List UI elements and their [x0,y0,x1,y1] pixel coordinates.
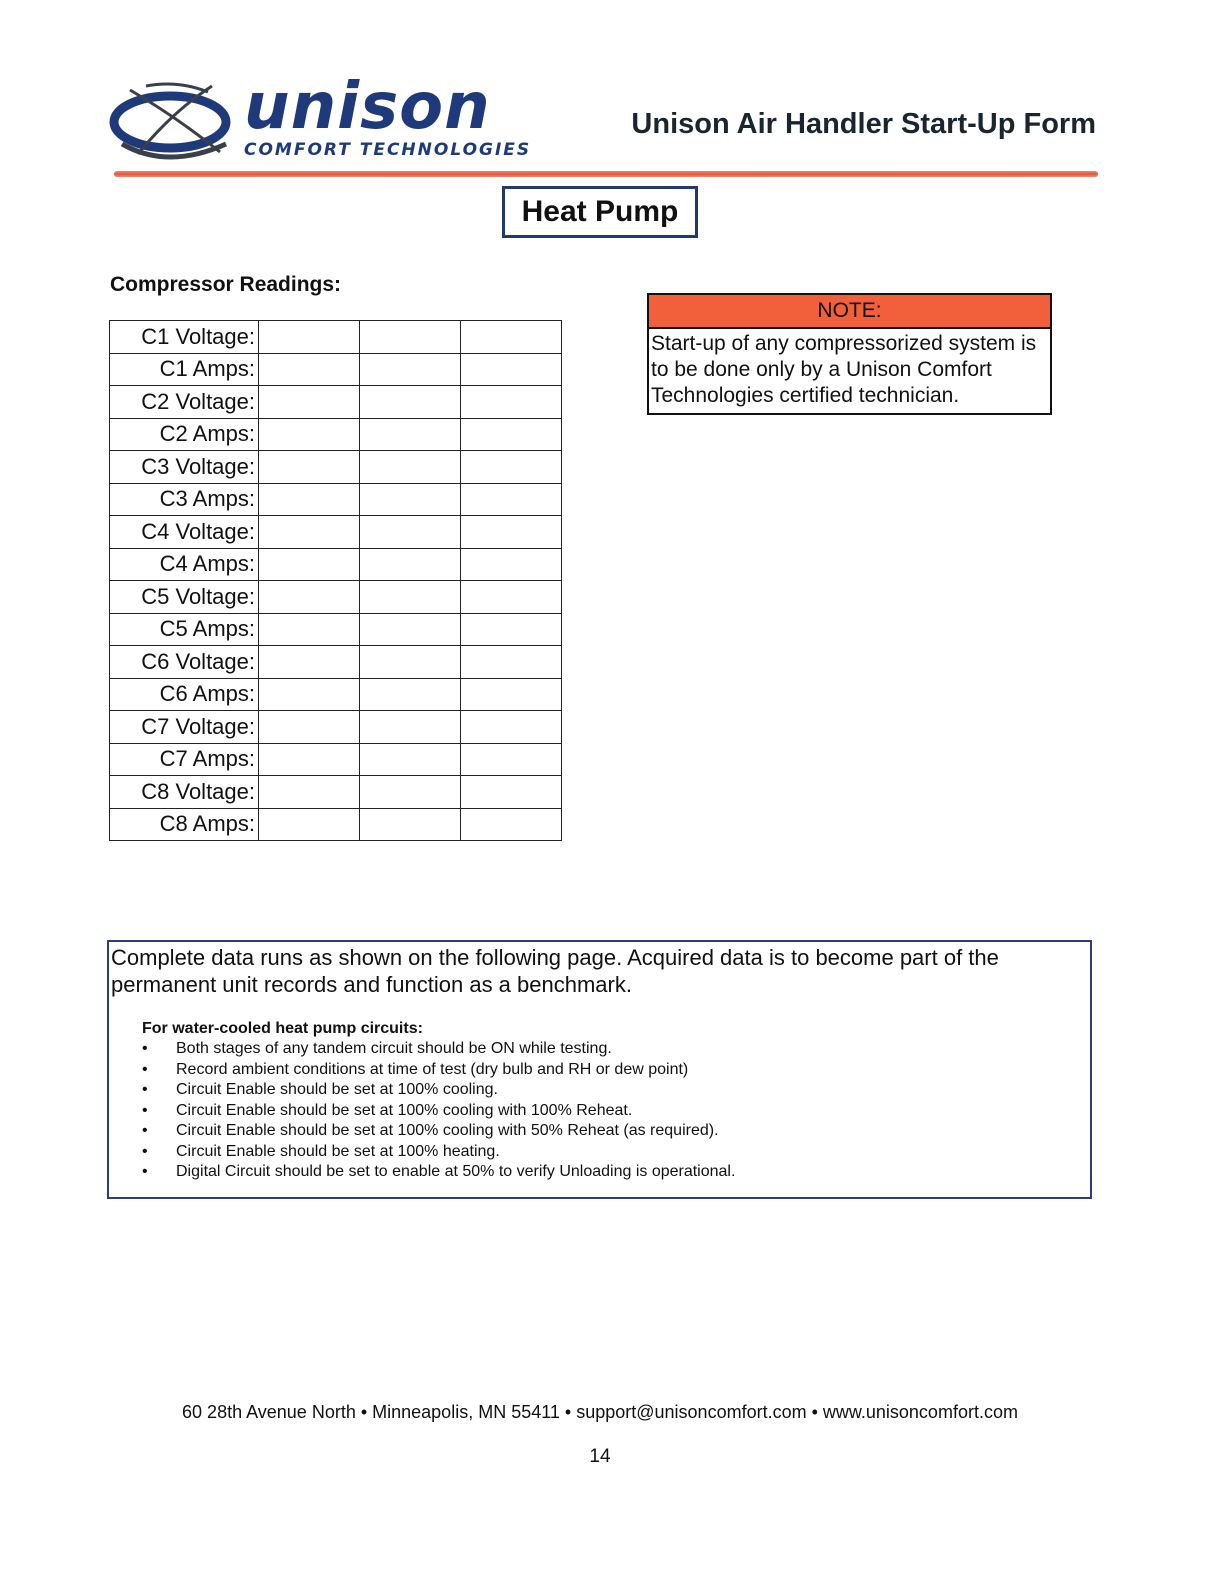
table-row [110,483,562,516]
reading-entry-cell[interactable] [259,418,360,451]
reading-label: C2 Amps: [110,418,259,451]
reading-label: C8 Amps: [110,808,259,841]
reading-entry-cell[interactable] [461,808,562,841]
table-row [110,451,562,484]
table-row [110,711,562,744]
reading-label: C4 Amps: [110,548,259,581]
reading-entry-cell[interactable] [360,321,461,354]
page-number: 14 [589,1446,611,1467]
reading-entry-cell[interactable] [259,776,360,809]
reading-entry-cell[interactable] [360,516,461,549]
table-row [110,646,562,679]
table-row [110,516,562,549]
reading-label: C6 Amps: [110,678,259,711]
reading-entry-cell[interactable] [461,321,562,354]
reading-entry-cell[interactable] [461,516,562,549]
reading-entry-cell[interactable] [259,646,360,679]
table-row [110,743,562,776]
reading-entry-cell[interactable] [259,483,360,516]
table-row [110,548,562,581]
reading-label: C3 Amps: [110,483,259,516]
unison-logo [108,70,548,168]
reading-entry-cell[interactable] [360,483,461,516]
reading-label: C7 Amps: [110,743,259,776]
reading-entry-cell[interactable] [360,353,461,386]
reading-label: C5 Voltage: [110,581,259,614]
reading-entry-cell[interactable] [360,646,461,679]
reading-label: C5 Amps: [110,613,259,646]
reading-label: C4 Voltage: [110,516,259,549]
list-item: • Digital Circuit should be set to enable at 50% to verify Unloading is operational. [142,1162,735,1183]
reading-label: C7 Voltage: [110,711,259,744]
list-item: • Circuit Enable should be set at 100% cooling. [142,1080,735,1101]
swoosh-icon [108,78,238,168]
reading-entry-cell[interactable] [461,646,562,679]
table-row [110,321,562,354]
reading-entry-cell[interactable] [461,613,562,646]
header-divider [114,171,1098,177]
reading-entry-cell[interactable] [259,581,360,614]
reading-entry-cell[interactable] [461,743,562,776]
table-row [110,581,562,614]
reading-entry-cell[interactable] [259,548,360,581]
reading-entry-cell[interactable] [360,451,461,484]
reading-label: C1 Voltage: [110,321,259,354]
reading-entry-cell[interactable] [461,776,562,809]
instructions-intro: Complete data runs as shown on the following page. Acquired data is to become part of the permanent unit records and function as a benchmark. [111,945,999,997]
reading-entry-cell[interactable] [461,711,562,744]
reading-entry-cell[interactable] [461,451,562,484]
table-row [110,808,562,841]
reading-label: C3 Voltage: [110,451,259,484]
reading-entry-cell[interactable] [360,678,461,711]
reading-entry-cell[interactable] [259,613,360,646]
reading-entry-cell[interactable] [259,711,360,744]
reading-entry-cell[interactable] [360,386,461,419]
list-item: • Both stages of any tandem circuit should be ON while testing. [142,1039,735,1060]
reading-entry-cell[interactable] [259,451,360,484]
form-title: Unison Air Handler Start-Up Form [631,108,1096,140]
logo-wordmark: unison [244,70,491,144]
list-item: • Circuit Enable should be set at 100% cooling with 100% Reheat. [142,1101,735,1122]
table-row [110,418,562,451]
note-heading: NOTE: [649,295,1050,329]
table-row [110,776,562,809]
reading-entry-cell[interactable] [259,678,360,711]
logo-tagline: COMFORT TECHNOLOGIES [244,140,532,160]
list-item: • Circuit Enable should be set at 100% heating. [142,1142,735,1163]
reading-entry-cell[interactable] [360,548,461,581]
reading-entry-cell[interactable] [360,711,461,744]
reading-entry-cell[interactable] [461,548,562,581]
compressor-readings-table [109,320,562,841]
list-item: • Circuit Enable should be set at 100% cooling with 50% Reheat (as required). [142,1121,735,1142]
footer-address: 60 28th Avenue North • Minneapolis, MN 55411 • support@unisoncomfort.com • www.unisoncomfort.com [182,1402,1018,1422]
reading-entry-cell[interactable] [259,321,360,354]
note-body: Start-up of any compressorized system is to be done only by a Unison Comfort Technologies certified technician. [651,332,1037,407]
reading-entry-cell[interactable] [259,353,360,386]
note-box [647,293,1052,415]
reading-entry-cell[interactable] [461,386,562,419]
reading-entry-cell[interactable] [360,808,461,841]
table-row [110,386,562,419]
table-row [110,613,562,646]
reading-entry-cell[interactable] [461,678,562,711]
instructions-box [107,940,1092,1199]
instructions-heading: For water-cooled heat pump circuits: [142,1020,423,1037]
reading-entry-cell[interactable] [360,776,461,809]
reading-entry-cell[interactable] [461,581,562,614]
reading-entry-cell[interactable] [461,483,562,516]
reading-entry-cell[interactable] [259,386,360,419]
instructions-list [142,1039,735,1183]
table-row [110,678,562,711]
reading-label: C6 Voltage: [110,646,259,679]
reading-entry-cell[interactable] [461,353,562,386]
reading-entry-cell[interactable] [461,418,562,451]
reading-label: C1 Amps: [110,353,259,386]
reading-entry-cell[interactable] [259,808,360,841]
table-row [110,353,562,386]
reading-label: C2 Voltage: [110,386,259,419]
compressor-readings-label: Compressor Readings: [110,273,342,296]
list-item: • Record ambient conditions at time of test (dry bulb and RH or dew point) [142,1060,735,1081]
reading-entry-cell[interactable] [360,743,461,776]
reading-entry-cell[interactable] [360,581,461,614]
reading-entry-cell[interactable] [360,613,461,646]
reading-label: C8 Voltage: [110,776,259,809]
reading-entry-cell[interactable] [259,743,360,776]
reading-entry-cell[interactable] [259,516,360,549]
section-badge: Heat Pump [502,186,698,238]
reading-entry-cell[interactable] [360,418,461,451]
